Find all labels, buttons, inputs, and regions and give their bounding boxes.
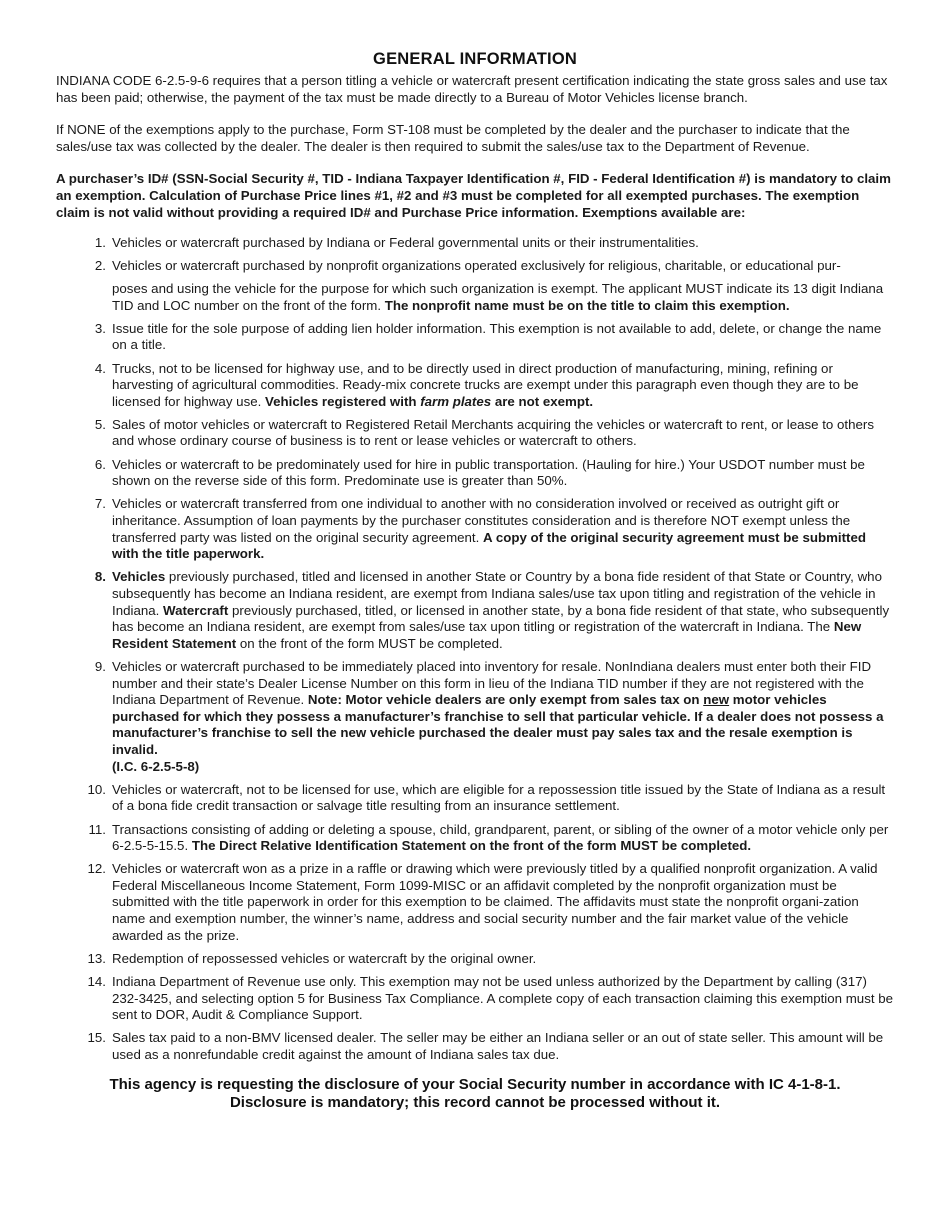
disclosure-line-2: Disclosure is mandatory; this record cannot be processed without it. <box>229 1094 721 1112</box>
exemption-item-4: 4. Trucks, not to be licensed for highway use, and to be directly used in direct production of manufacturing, mining, refining or harvesting of agricultural commodities. Ready-mix concrete trucks are exempt under this paragraph even though they are to be licensed for highway use. Vehicles registered with farm plates are not exempt. <box>94 360 859 409</box>
exemption-item-5: 5. Sales of motor vehicles or watercraft to Registered Retail Merchants acquiring the vehicles or watercraft to rent, or lease to others and whose ordinary course of business is to rent or lease vehicles or watercraft to others. <box>94 416 874 449</box>
intro-paragraph-1: INDIANA CODE 6-2.5-9-6 requires that a person titling a vehicle or watercraft present certification indicating the state gross sales and use tax has been paid; otherwise, the payment of the tax must be made directly to a Bureau of Motor Vehicles license branch. <box>56 73 888 105</box>
exemption-list <box>56 235 894 1063</box>
exemption-item-8: 8. Vehicles previously purchased, titled and licensed in another State or Country by a bona fide resident of that State or Country, who subsequently has become an Indiana resident, are exempt from Indiana sales/use tax upon titling and registration of the vehicle in Indiana. Watercraft previously purchased, titled, or licensed in another state, by a bona fide resident of that state, who subsequently has become an Indiana resident, are exempt from sales/use tax upon titling or registration of the watercraft in Indiana. The New Resident Statement on the front of the form MUST be completed. <box>94 569 890 651</box>
exemption-item-10: 10. Vehicles or watercraft, not to be licensed for use, which are eligible for a repossession title issued by the State of Indiana as a result of a bona fide credit transaction or salvage title resulting from an insurance settlement. <box>87 781 886 814</box>
exemption-item-15: 15. Sales tax paid to a non-BMV licensed dealer. The seller may be either an Indiana seller or an out of state seller. This amount will be used as a nonrefundable credit against the amount of Indiana sales tax due. <box>87 1030 884 1062</box>
exemption-item-12: 12. Vehicles or watercraft won as a prize in a raffle or drawing which were previously titled by a qualified nonprofit organization. A valid Federal Miscellaneous Income Statement, Form 1099-MISC or an affidavit completed by the nonprofit organization must be submitted with the title paperwork in order for this exemption to be claimed. The affidavits must state the nonprofit organi-zation name and exemption number, the winner’s name, address and social security number and the fair market value of the vehicle awarded as the prize. <box>87 861 878 943</box>
intro-paragraph-3: A purchaser’s ID# (SSN-Social Security #, TID - Indiana Taxpayer Identification #, FID - Federal Identification #) is mandatory to claim an exemption. Calculation of Purchase Price lines #1, #2 and #3 must be completed for all exempted purchases. The exemption claim is not valid without providing a required ID# and Purchase Price information. Exemptions available are: <box>56 171 891 220</box>
exemption-item-1: 1. Vehicles or watercraft purchased by Indiana or Federal governmental units or their instrumentalities. <box>94 235 699 251</box>
disclosure-line-1: This agency is requesting the disclosure of your Social Security number in accordance with IC 4-1-8-1. <box>109 1075 841 1093</box>
intro-paragraph-2: If NONE of the exemptions apply to the purchase, Form ST-108 must be completed by the dealer and the purchaser to indicate that the sales/use tax was collected by the dealer. The dealer is then required to submit the sales/use tax to the Department of Revenue. <box>56 122 850 154</box>
page-title: GENERAL INFORMATION <box>373 50 577 68</box>
exemption-item-13: 13. Redemption of repossessed vehicles or watercraft by the original owner. <box>87 950 537 966</box>
exemption-item-11: 11. Transactions consisting of adding or deleting a spouse, child, grandparent, parent, or sibling of the owner of a motor vehicle only per 6-2.5-5-15.5. The Direct Relative Identification Statement on the front of the form MUST be completed. <box>88 821 889 854</box>
exemption-item-14: 14. Indiana Department of Revenue use only. This exemption may not be used unless authorized by the Department by calling (317) 232-3425, and selecting option 5 for Business Tax Compliance. A complete copy of each transaction claiming this exemption must be sent to DOR, Audit & Compliance Support. <box>87 974 894 1023</box>
exemption-item-9: 9. Vehicles or watercraft purchased to be immediately placed into inventory for resale. NonIndiana dealers must enter both their FID number and their state’s Dealer License Number on this form in lieu of the Indiana TID number if they are not registered with the Indiana Department of Revenue. Note: Motor vehicle dealers are only exempt from sales tax on new motor vehicles purchased for which they possess a manufacturer’s franchise to sell that particular vehicle. If a dealer does not possess a manufacturer’s franchise to sell the new vehicle purchased the dealer must pay sales tax and the resale exemption is invalid. (I.C. 6-2.5-5-8) <box>94 658 884 774</box>
exemption-item-3: 3. Issue title for the sole purpose of adding lien holder information. This exemption is not available to add, delete, or change the name on a title. <box>94 320 882 353</box>
exemption-item-7: 7. Vehicles or watercraft transferred from one individual to another with no consideration involved or received as outright gift or inheritance. Assumption of loan payments by the purchaser constitutes consideration and is therefore NOT exempt unless the transferred party was listed on the original security agreement. A copy of the original security agreement must be submitted with the title paperwork. <box>94 496 866 562</box>
exemption-item-2: 2. Vehicles or watercraft purchased by nonprofit organizations operated exclusively for religious, charitable, or educational pur- poses and using the vehicle for the purpose for which such organization is exempt. The applicant MUST indicate its 13 digit Indiana TID and LOC number on the front of the form. The nonprofit name must be on the title to claim this exemption. <box>94 258 884 313</box>
exemption-item-6: 6. Vehicles or watercraft to be predominately used for hire in public transportation. (Hauling for hire.) Your USDOT number must be shown on the reverse side of this form. Predominate use is greater than 50%. <box>94 456 865 489</box>
disclosure-notice <box>56 1076 894 1113</box>
